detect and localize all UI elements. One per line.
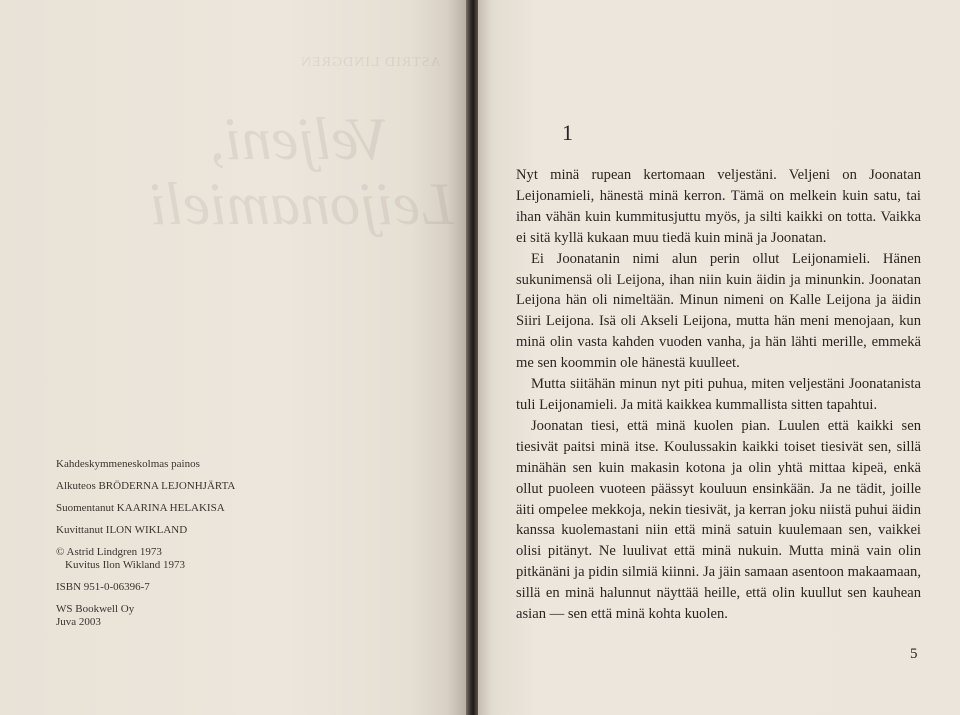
page-number: 5 [910,646,918,662]
left-page [0,0,466,715]
book-gutter [466,0,478,715]
copyright-illustrations-line: Kuvitus Ilon Wikland 1973 [65,559,186,571]
paragraph: Joonatan tiesi, että minä kuolen pian. Luulen että kaikki sen tiesivät paitsi minä itse. Koulussakin kaikki toiset tiesivät sen, sillä minähän sen kuin makasin kotona ja olin yhtä mittaa kipeä, enkä ollut puoleen vuoteen päässyt kouluun ensinkään. Ja ne tädit, joille äiti ompelee mekkoja, nekin tiesivät, ja kerran joku niistä puhui äidin kanssa kuolemastani niin että minä satuin kuulemaan sen, vaikkei olisi pitänyt. Ne luulivat että minä nukuin. Mutta minä vain olin pitkänäni ja pidin silmiä kiinni. Ja jäin samaan asentoon makaamaan, sillä en minä halunnut näyttää heille, että olin kuullut sen kauhean asian — sen että minä kohta kuolen. [516,417,921,623]
paragraph: Ei Joonatanin nimi alun perin ollut Leijonamieli. Hänen sukunimensä oli Leijona, ihan niin kuin äidin ja minunkin. Joonatan Leijona hän oli nimeltään. Minun nimeni on Kalle Leijona ja äidin Siiri Leijona. Isä oli Akseli Leijona, mutta hän meni menojaan, kun minä olin vasta kahden vuoden vanha, ja hän lähti merille, emmekä me sen koommin ole hänestä kuulleet. [516,250,921,372]
illustrator-line: Kuvittanut ILON WIKLAND [56,524,188,536]
show-through-text: ASTRID LINDGREN [300,55,441,70]
show-through-title: Leijonamieli [150,171,454,237]
colophon [56,458,356,638]
original-title-line: Alkuteos BRÖDERNA LEJONHJÄRTA [56,480,236,492]
isbn-line: ISBN 951-0-06396-7 [56,581,150,593]
show-through-title: Veljeni, [210,106,389,172]
copyright-text-line: © Astrid Lindgren 1973 [56,546,162,558]
chapter-body [516,165,921,625]
publisher-line: WS Bookwell Oy [56,603,135,615]
paragraph: Nyt minä rupean kertomaan veljestäni. Veljeni on Joonatan Leijonamieli, hänestä minä kerron. Tämä on melkein kuin satu, tai ihan vähän kuin kummitusjuttu myös, ja silti kaikki on totta. Vaikka ei sitä kyllä kukaan muu tiedä kuin minä ja Joonatan. [516,167,921,246]
edition-line: Kahdeskymmeneskolmas painos [56,458,200,470]
place-year-line: Juva 2003 [56,616,101,628]
chapter-number: 1 [562,120,573,145]
paragraph: Mutta siitähän minun nyt piti puhua, miten veljestäni Joonatanista tuli Leijonamieli. Ja mitä kaikkea kummallista sitten tapahtui. [516,376,921,413]
translator-line: Suomentanut KAARINA HELAKISA [56,502,225,514]
